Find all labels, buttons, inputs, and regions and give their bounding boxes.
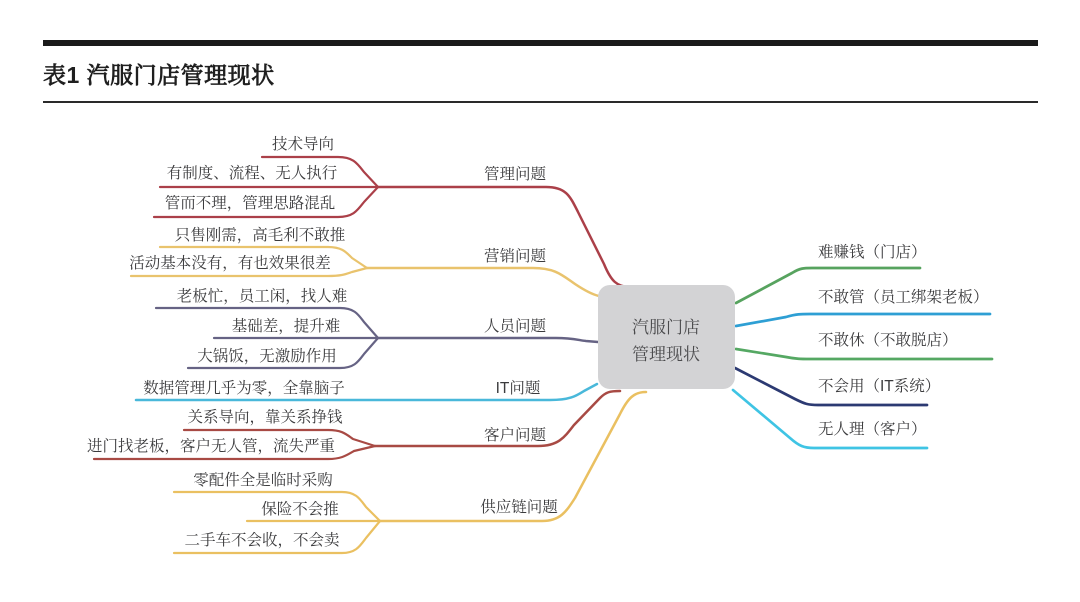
center-node-title-line1: 汽服门店 <box>632 318 700 337</box>
branch-label-management: 管理问题 <box>483 166 547 183</box>
branch-personnel <box>156 287 598 368</box>
branch-line-personnel <box>378 338 598 342</box>
page-title: 表1 汽服门店管理现状 <box>43 62 275 88</box>
center-node-box <box>598 285 735 389</box>
branch-line-dare-not-rest <box>736 349 992 359</box>
branch-dare-not-manage <box>736 288 990 326</box>
branch-label-customer: 客户问题 <box>483 427 547 444</box>
leaf-no-data-management: 数据管理几乎为零，全靠脑子 <box>143 380 345 397</box>
branch-line-customers-ignored <box>733 390 927 448</box>
leaf-no-activities: 活动基本没有，有也效果很差 <box>129 255 331 272</box>
leaf-no-incentive: 大锅饭，无激励作用 <box>197 348 337 365</box>
branch-label-supply-chain: 供应链问题 <box>480 499 558 516</box>
leaf-tech-orientation: 技术导向 <box>271 136 335 153</box>
branch-label-personnel: 人员问题 <box>483 318 547 335</box>
leaf-only-basic-needs: 只售刚需，高毛利不敢推 <box>174 227 346 244</box>
leaf-boss-busy: 老板忙，员工闲，找人难 <box>176 288 348 305</box>
branch-dare-not-rest <box>736 331 992 359</box>
branch-label-hard-to-earn: 难赚钱（门店） <box>818 244 927 261</box>
leaf-customer-churn: 进门找老板，客户无人管，流失严重 <box>86 438 336 455</box>
center-node <box>598 285 735 389</box>
leaf-adhoc-parts-purchasing: 零配件全是临时采购 <box>193 472 333 489</box>
leaf-relationship-oriented: 关系导向，靠关系挣钱 <box>187 409 343 426</box>
branch-label-it: IT问题 <box>495 380 541 397</box>
leaf-weak-foundation: 基础差，提升难 <box>231 318 341 335</box>
leaf-used-cars: 二手车不会收，不会卖 <box>184 532 340 549</box>
branch-cannot-use-it <box>735 368 940 405</box>
branch-line-management <box>378 187 630 287</box>
leaf-rules-no-execution: 有制度、流程、无人执行 <box>166 165 338 182</box>
branch-label-marketing: 营销问题 <box>483 248 547 265</box>
leaf-cannot-sell-insurance: 保险不会推 <box>261 501 339 518</box>
branch-label-dare-not-rest: 不敢休（不敢脱店） <box>818 332 958 349</box>
branch-line-dare-not-manage <box>736 314 990 326</box>
branch-label-dare-not-manage: 不敢管（员工绑架老板） <box>818 289 989 306</box>
branch-marketing <box>129 225 599 296</box>
branch-customers-ignored <box>733 390 927 448</box>
branch-label-cannot-use-it: 不会用（IT系统） <box>818 378 941 395</box>
leaf-chaotic-management: 管而不理，管理思路混乱 <box>164 195 336 212</box>
branch-label-customers-ignored: 无人理（客户） <box>818 421 927 438</box>
branch-it <box>136 379 597 400</box>
branch-line-marketing <box>367 268 599 296</box>
center-node-title-line2: 管理现状 <box>632 345 700 364</box>
